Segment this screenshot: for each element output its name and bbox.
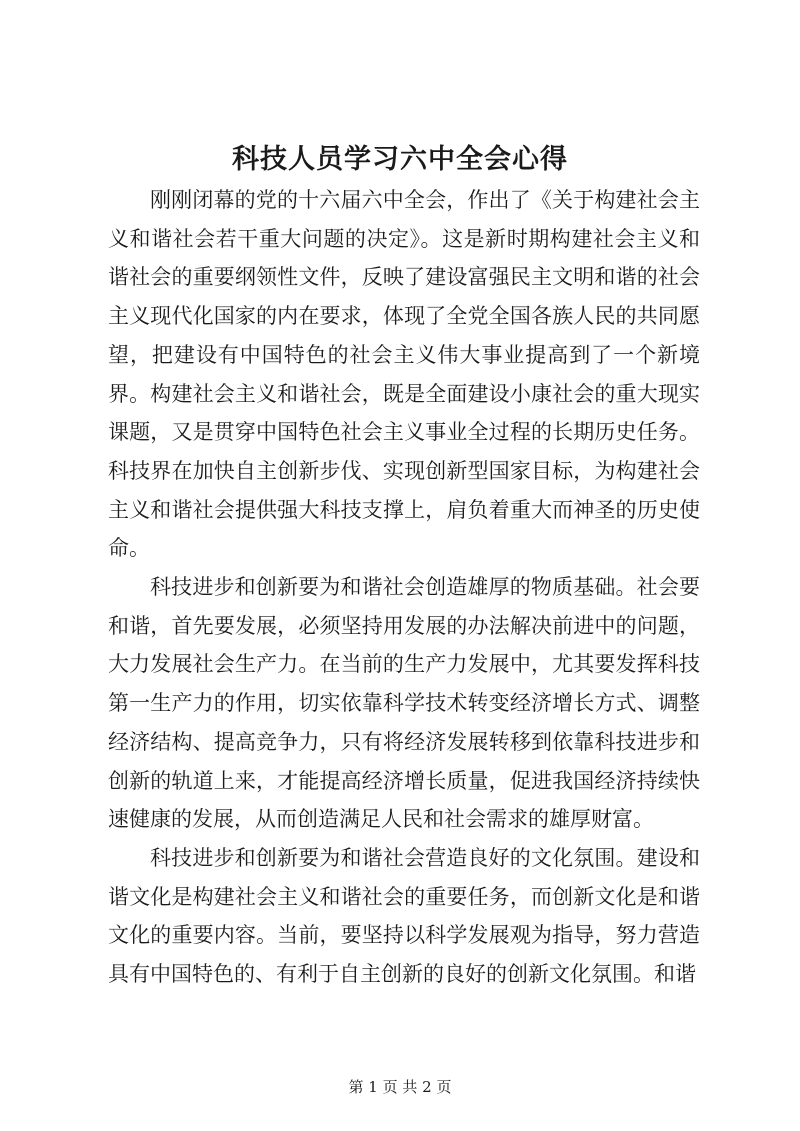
paragraph-1: 刚刚闭幕的党的十六届六中全会，作出了《关于构建社会主义和谐社会若干重大问题的决定》。这是新时期构建社会主义和谐社会的重要纲领性文件，反映了建设富强民主文明和谐的社会主义现代化国家的内在要求，体现了全党全国各族人民的共同愿望，把建设有中国特色的社会主义伟大事业提高到了一个新境界。构建社会主义和谐社会，既是全面建设小康社会的重大现实课题，又是贯穿中国特色社会主义事业全过程的长期历史任务。科技界在加快自主创新步伐、实现创新型国家目标，为构建社会主义和谐社会提供强大科技支撑上，肩负着重大而神圣的历史使命。 bbox=[108, 188, 700, 561]
page-footer: 第 1 页 共 2 页 bbox=[348, 1078, 452, 1096]
document-body bbox=[108, 181, 700, 994]
paragraph-3: 科技进步和创新要为和谐社会营造良好的文化氛围。建设和谐文化是构建社会主义和谐社会的重要任务，而创新文化是和谐文化的重要内容。当前，要坚持以科学发展观为指导，努力营造具有中国特色的、有利于自主创新的良好的创新文化氛围。和谐 bbox=[108, 845, 700, 987]
paragraph-2: 科技进步和创新要为和谐社会创造雄厚的物质基础。社会要和谐，首先要发展，必须坚持用发展的办法解决前进中的问题，大力发展社会生产力。在当前的生产力发展中，尤其要发挥科技第一生产力的作用，切实依靠科学技术转变经济增长方式、调整经济结构、提高竞争力，只有将经济发展转移到依靠科技进步和创新的轨道上来，才能提高经济增长质量，促进我国经济持续快速健康的发展，从而创造满足人民和社会需求的雄厚财富。 bbox=[108, 575, 700, 832]
document-title: 科技人员学习六中全会心得 bbox=[232, 144, 568, 175]
